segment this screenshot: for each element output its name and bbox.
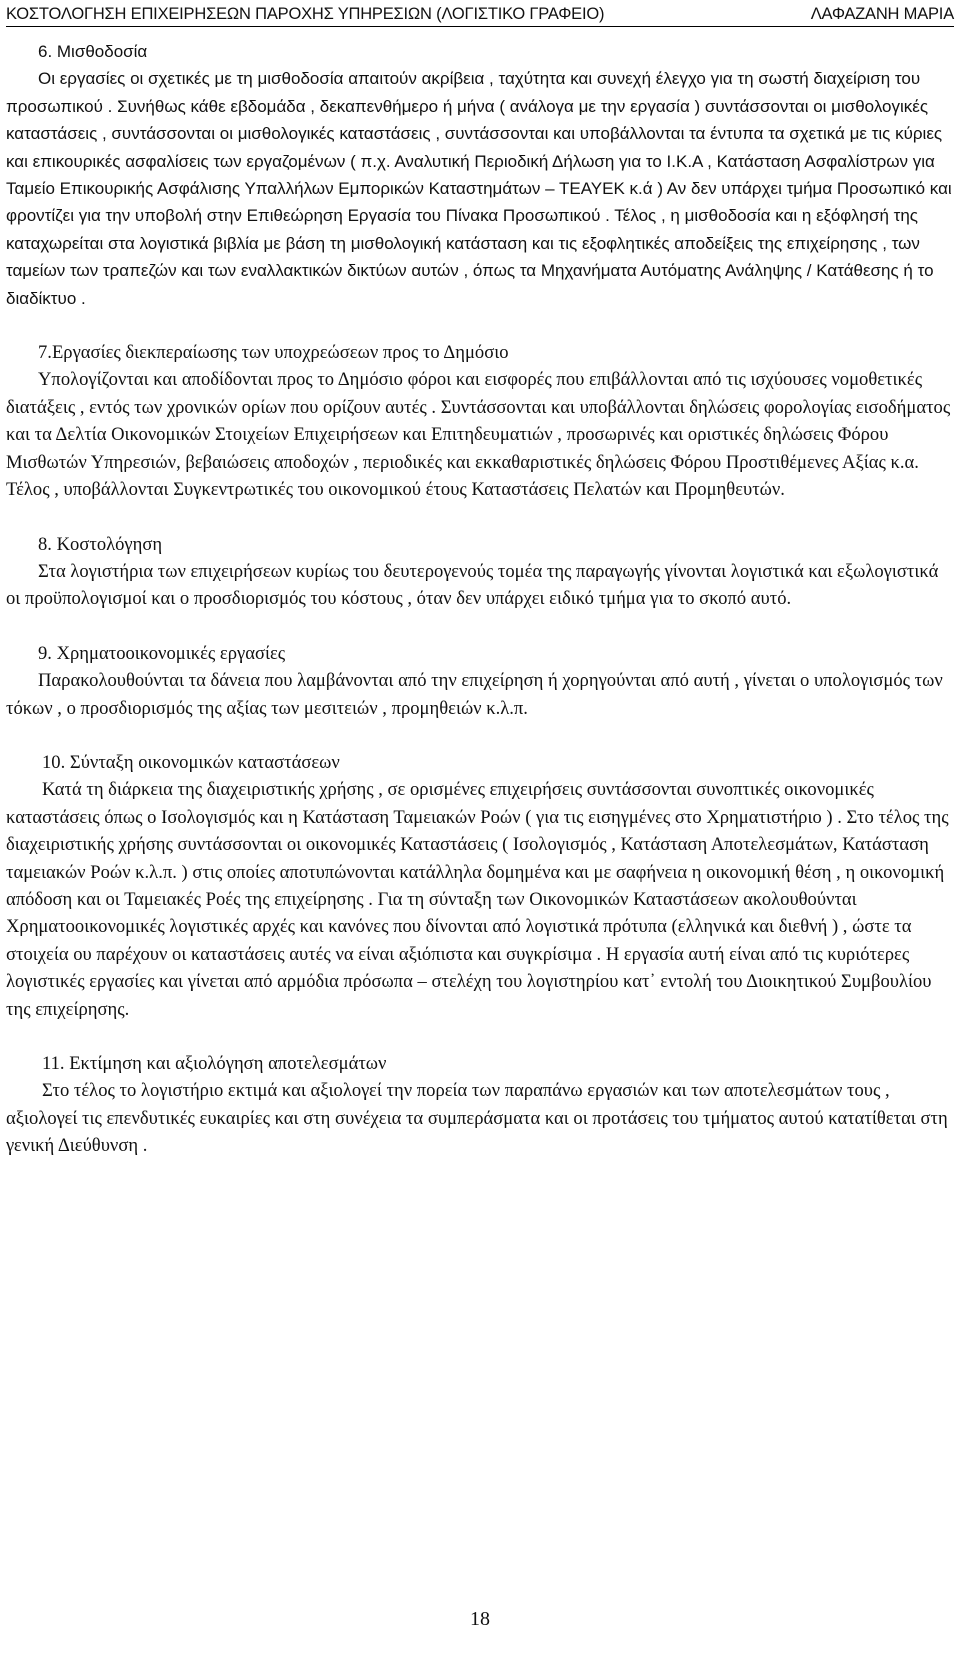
section-body: Στα λογιστήρια των επιχειρήσεων κυρίως του δευτερογενούς τομέα της παραγωγής γίνονται λογιστικά και εξωλογιστικά οι προϋπολογισμοί και ο προσδιορισμός του κόστους , όταν δεν υπάρχει ειδικό τμήμα για το σκοπό αυτό. xyxy=(6,560,939,610)
section-payroll xyxy=(6,38,956,312)
section-body: Υπολογίζονται και αποδίδονται προς το Δημόσιο φόροι και εισφορές που επιβάλλονται από τις ισχύουσες νομοθετικές διατάξεις , εντός των χρονικών ορίων που ορίζουν αυτές . Συντάσσονται και υποβάλλονται δηλώσεις φορολογίας εισοδήματος και τα Δελτία Οικονομικών Στοιχείων Επιχειρήσεων και Επιτηδευματιών , προσωρινές και οριστικές δηλώσεις Φόρου Μισθωτών Υπηρεσιών, βεβαιώσεις αποδοχών , περιοδικές και εκκαθαριστικές δηλώσεις Φόρου Προστιθέμενες Αξίας κ.α. Τέλος , υποβάλλονται Συγκεντρωτικές του οικονομικού έτους Καταστάσεις Πελατών και Προμηθευτών. xyxy=(6,369,951,501)
section-heading: 9. Χρηματοοικονομικές εργασίες xyxy=(38,642,286,664)
section-body: Παρακολουθούνται τα δάνεια που λαμβάνονται από την επιχείρηση ή χορηγούνται από αυτή , γίνεται ο υπολογισμός των τόκων , ο προσδιορισμός της αξίας των μεσιτειών , προμηθειών κ.λ.π. xyxy=(6,670,943,719)
section-heading: 11. Εκτίμηση και αξιολόγηση αποτελεσμάτων xyxy=(42,1053,387,1074)
document-body xyxy=(6,38,956,1160)
header-title: ΚΟΣΤΟΛΟΓΗΣΗ ΕΠΙΧΕΙΡΗΣΕΩΝ ΠΑΡΟΧΗΣ ΥΠΗΡΕΣΙΩΝ (ΛΟΓΙΣΤΙΚΟ ΓΡΑΦΕΙΟ) xyxy=(6,5,605,23)
section-heading: 8. Κοστολόγηση xyxy=(38,533,163,555)
section-heading: 10. Σύνταξη οικονομικών καταστάσεων xyxy=(42,751,340,773)
page-header xyxy=(0,5,960,25)
section-public-obligations xyxy=(6,339,956,503)
section-heading: 7.Εργασίες διεκπεραίωσης των υποχρεώσεων προς το Δημόσιο xyxy=(38,342,509,364)
section-body: Στο τέλος το λογιστήριο εκτιμά και αξιολογεί την πορεία των παραπάνω εργασιών και των αποτελεσμάτων τους , αξιολογεί τις επενδυτικές ευκαιρίες και στη συνέχεια τα συμπεράσματα και οι προτάσεις του τμήματος αυτού κατατίθεται στη γενική Διεύθυνση . xyxy=(6,1080,948,1157)
section-costing xyxy=(6,531,956,613)
section-body: Κατά τη διάρκεια της διαχειριστικής χρήσης , σε ορισμένες επιχειρήσεις συντάσσονται συνοπτικές οικονομικές καταστάσεις όπως ο Ισολογισμός και η Κατάσταση Ταμειακών Ροών ( για τις εισηγμένες στο Χρηματιστήριο ) . Στο τέλος της διαχειριστικής χρήσης συντάσσονται οι οικονομικές Καταστάσεις ( Ισολογισμός , Κατάσταση Αποτελεσμάτων, Κατάσταση ταμειακών Ροών κ.λ.π. ) στις οποίες αποτυπώνονται κατάλληλα δομημένα και με σαφήνεια η οικονομική θέση , η οικονομική απόδοση και οι Ταμειακές Ροές της επιχείρησης . Για τη σύνταξη των Οικονομικών Καταστάσεων ακολουθούνται Χρηματοοικονομικές λογιστικές αρχές και κανόνες που δίνονται από λογιστικά πρότυπα (ελληνικά και διεθνή ) , ώστε τα στοιχεία ου παρέχουν οι καταστάσεις αυτές να είναι αξιόπιστα και συγκρίσιμα . Η εργασία αυτή είναι από τις κυριότερες λογιστικές εργασίες και γίνεται από αρμόδια πρόσωπα – στελέχη του λογιστηρίου κατ᾽ εντολή του Διοικητικού Συμβουλίου της επιχείρησης. xyxy=(6,779,949,1020)
section-body: Οι εργασίες οι σχετικές με τη μισθοδοσία απαιτούν ακρίβεια , ταχύτητα και συνεχή έλεγχο για τη σωστή διαχείριση του προσωπικού . Συνήθως κάθε εβδομάδα , δεκαπενθήμερο ή μήνα ( ανάλογα με την εργασία ) συντάσσονται οι μισθολογικές καταστάσεις , συντάσσονται οι μισθολογικές καταστάσεις , συντάσσονται και υποβάλλονται τα έντυπα τα σχετικά με τις κύριες και επικουρικές ασφαλίσεις των εργαζομένων ( π.χ. Αναλυτική Περιοδική Δήλωση για το Ι.Κ.Α , Κατάσταση Ασφαλίστρων για Ταμείο Επικουρικής Ασφάλισης Υπαλλήλων Εμπορικών Καταστημάτων – ΤΕΑΥΕΚ κ.ά ) Αν δεν υπάρχει τμήμα Προσωπικό και φροντίζει για την υποβολή στην Επιθεώρηση Εργασία του Πίνακα Προσωπικού . Τέλος , η μισθοδοσία και η εξόφλησή της καταχωρείται στα λογιστικά βιβλία με βάση τη μισθολογική κατάσταση και τις εξοφλητικές αποδείξεις της επιχείρησης , των ταμείων των τραπεζών και των εναλλακτικών δικτύων αυτών , όπως τα Μηχανήματα Αυτόματης Ανάληψης / Κατάθεσης ή το διαδίκτυο . xyxy=(6,69,952,308)
page-number: 18 xyxy=(470,1608,490,1630)
header-author: ΛΑΦΑΖΑΝΗ ΜΑΡΙΑ xyxy=(810,5,954,23)
header-rule xyxy=(6,26,954,27)
section-financial-statements xyxy=(6,749,956,1023)
section-heading: 6. Μισθοδοσία xyxy=(38,42,148,61)
section-evaluation xyxy=(6,1050,956,1160)
section-financial-tasks xyxy=(6,640,956,722)
